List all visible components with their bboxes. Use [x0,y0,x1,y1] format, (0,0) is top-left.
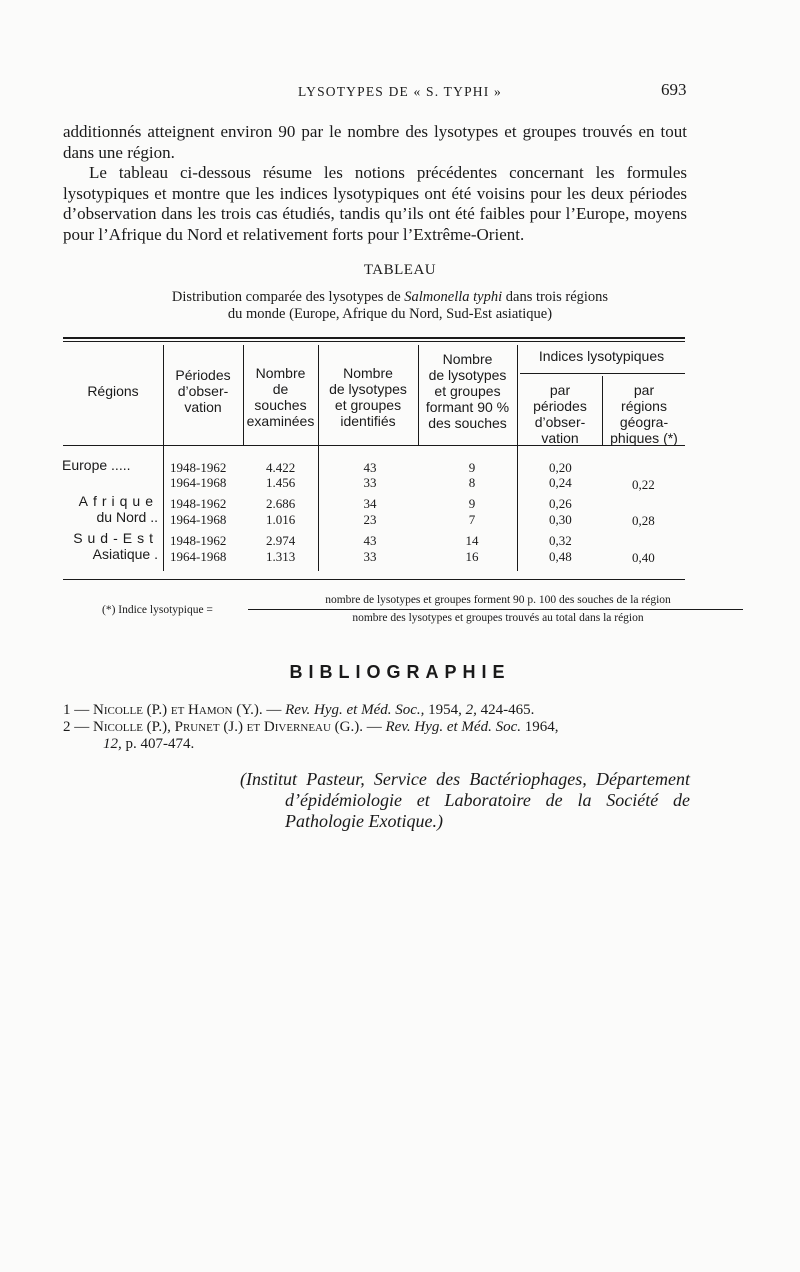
header-line: et groupes [434,383,501,399]
reference-2 [63,719,687,753]
ref-number: 2 — [63,719,90,735]
ref-journal: Rev. Hyg. et Méd. Soc. [385,719,521,735]
header-periodes [163,367,243,415]
header-line: Périodes [175,367,231,383]
ref-volume: 2, [465,702,477,718]
table-cell: 1964-1968 [170,549,227,564]
table-row-region: Asiatique . [92,546,158,562]
table-bottom-rule [63,579,685,580]
page-number: 693 [661,80,687,99]
header-line: souches [254,397,307,413]
header-line: de lysotypes [428,367,507,383]
caption-part: Distribution comparée des lysotypes de [171,289,405,305]
table-cell: 1948-1962 [170,533,227,548]
header-line: régions [621,398,667,414]
table-caption [100,289,680,323]
table-cell: 0,24 [549,475,572,490]
table-cell: 8 [468,475,476,490]
header-line: d’obser- [534,414,586,430]
table-cell: 1964-1968 [170,512,227,527]
reference-1 [63,702,687,719]
ref-pages: p. 407-474. [121,736,195,752]
table-cell: 2.686 [266,496,296,511]
table-cell: 9 [468,460,476,475]
table-row-region: Sud-Est [73,530,158,546]
table-cell: 0,22 [632,477,655,492]
ref-details: 1964, [521,719,559,735]
table-cell: 1948-1962 [170,496,227,511]
paragraph-1: additionnés atteignent environ 90 par le nombre des lysotypes et groupes trouvés en tout dans une région. [63,122,687,162]
table-cell: 0,48 [549,549,572,564]
header-par-regions [603,382,685,446]
header-line: de [272,381,289,397]
header-indices: Indices lysotypiques [538,348,665,364]
header-line: et groupes [334,397,402,413]
table-row-region: Afrique [78,493,158,509]
table-cell: 33 [363,475,377,490]
table-row-region: Europe ..... [62,457,131,473]
header-line: Nombre [255,365,306,381]
header-line: identifiés [340,413,396,429]
header-line: de lysotypes [329,381,407,397]
running-title: LYSOTYPES DE « S. TYPHI » [298,84,502,99]
indices-header-rule [520,373,685,374]
header-line: vation [184,399,222,415]
header-groupes90 [418,351,517,431]
table-cell: 0,26 [549,496,572,511]
table-cell: 1964-1968 [170,475,227,490]
ref-journal: Rev. Hyg. et Méd. Soc., [285,702,425,718]
table-top-rule-thin [63,341,685,342]
table-cell: 16 [465,549,479,564]
table-row-region: du Nord .. [96,509,158,525]
table-cell: 0,20 [549,460,572,475]
table-cell: 43 [363,533,377,548]
header-lysotypes [318,365,418,429]
ref-number: 1 — [63,702,90,718]
affiliation-line-3: Pathologie Exotique.) [285,811,443,831]
ref-authors: Nicolle (P.), Prunet (J.) et Diverneau (G.). [93,719,363,735]
ref-details: 1954, [424,702,466,718]
table-cell: 14 [465,533,479,548]
col-divider [517,345,518,571]
header-line: phiques (*) [610,430,678,446]
header-line: des souches [428,415,507,431]
header-line: géogra- [619,414,669,430]
bibliography-title: BIBLIOGRAPHIE [289,662,511,682]
table-cell: 0,40 [632,550,655,565]
table-cell: 0,28 [632,513,655,528]
ref-separator: — [262,702,286,718]
header-line: par [633,382,655,398]
header-souches [243,365,318,429]
header-line: examinées [246,413,315,429]
header-line: vation [541,430,579,446]
footnote-denominator: nombre des lysotypes et groupes trouvés au total dans la région [352,612,644,624]
ref-authors: Nicolle (P.) et Hamon (Y.). [93,702,263,718]
table-cell: 1.456 [266,475,296,490]
ref-volume: 12, [103,736,122,752]
footnote-numerator: nombre de lysotypes et groupes forment 90 p. 100 des souches de la région [325,594,671,606]
affiliation [240,769,690,832]
table-cell: 33 [363,549,377,564]
header-par-periodes [518,382,602,446]
table-cell: 1948-1962 [170,460,227,475]
table-cell: 23 [363,512,377,527]
table-cell: 0,32 [549,533,572,548]
table-cell: 4.422 [266,460,296,475]
table-label: TABLEAU [363,262,437,278]
header-line: Nombre [343,365,393,381]
table-cell: 1.016 [266,512,296,527]
paragraph-2: Le tableau ci-dessous résume les notions précédentes concernant les formules lysotypiques et montre que les indices lysotypiques ont été voisins pour les deux périodes d’observation dans les trois cas étudiés, tandis qu’ils ont été faibles pour l’Europe, moyens pour l’Afrique du Nord et relativement forts pour l’Extrême-Orient. [63,163,687,244]
ref-pages: 424-465. [476,702,535,718]
caption-line-2: du monde (Europe, Afrique du Nord, Sud-Est asiatique) [227,306,553,322]
table-cell: 2.974 [266,533,296,548]
table-cell: 43 [363,460,377,475]
table-cell: 9 [468,496,476,511]
table-cell: 0,30 [549,512,572,527]
header-line: d’obser- [177,383,229,399]
fraction-bar [248,609,743,610]
caption-part: dans trois régions [502,289,609,305]
ref-separator: — [363,719,386,735]
header-line: Nombre [442,351,493,367]
table-cell: 34 [363,496,377,511]
table-cell: 1.313 [266,549,296,564]
header-line: formant 90 % [425,399,510,415]
table-cell: 7 [468,512,476,527]
affiliation-line-2: d’épidémiologie et Laboratoire de la Société de [285,790,690,810]
header-regions: Régions [87,383,139,399]
header-line: par [549,382,571,398]
affiliation-line-1: (Institut Pasteur, Service des Bactériophages, Département [240,769,690,789]
table-top-rule [63,337,685,339]
caption-species: Salmonella typhi [404,289,503,305]
header-line: périodes [533,398,587,414]
footnote-label: (*) Indice lysotypique = [102,604,213,616]
